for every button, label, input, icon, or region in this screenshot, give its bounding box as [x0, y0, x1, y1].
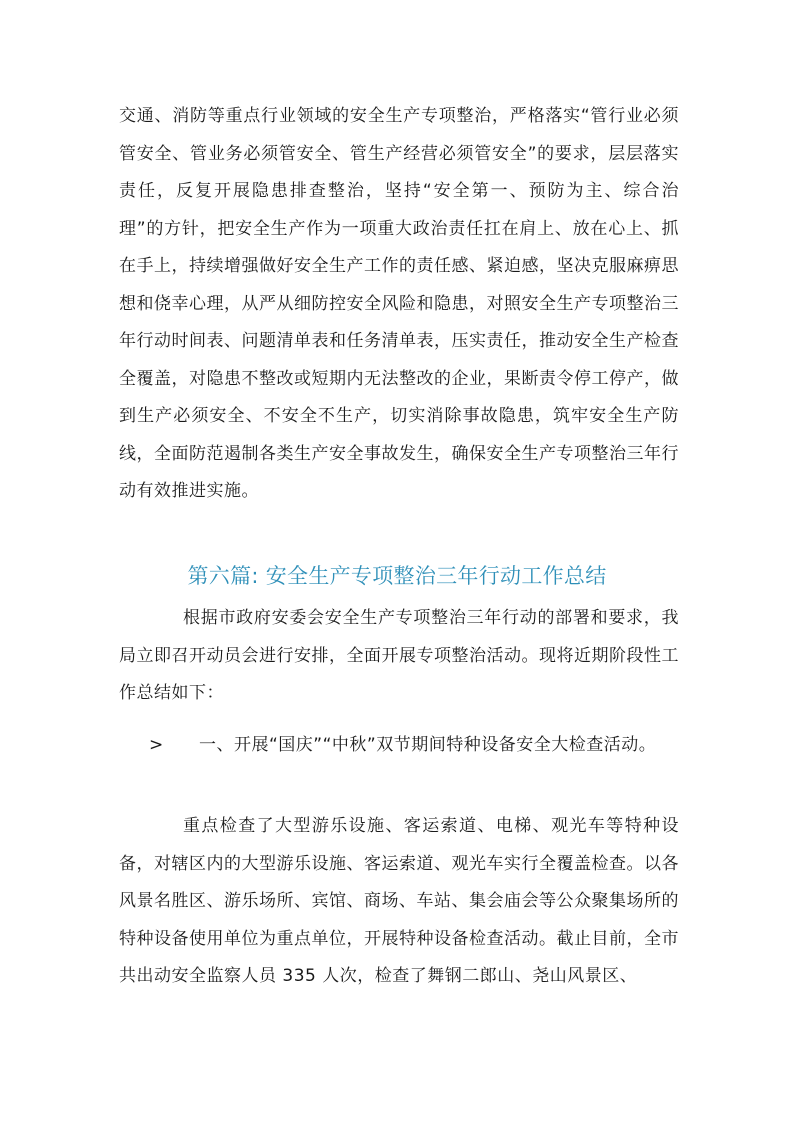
list-item-heading-text: 一、开展“国庆”“中秋”双节期间特种设备安全大检查活动。	[199, 735, 657, 755]
list-item-detail-paragraph: 重点检查了大型游乐设施、客运索道、电梯、观光车等特种设备，对辖区内的大型游乐设施、客运索道、观光车实行全覆盖检查。以各风景名胜区、游乐场所、宾馆、商场、车站、集会庙会等公众聚集场所的特种设备使用单位为重点单位，开展特种设备检查活动。截止目前，全市共出动安全监察人员 335 人次，检查了舞钢二郎山、尧山风景区、	[119, 816, 679, 986]
intro-paragraph: 根据市政府安委会安全生产专项整治三年行动的部署和要求，我局立即召开动员会进行安排，全面开展专项整治活动。现将近期阶段性工作总结如下：	[119, 608, 679, 703]
section-heading: 第六篇: 安全生产专项整治三年行动工作总结	[187, 564, 607, 588]
body-paragraph: 交通、消防等重点行业领域的安全生产专项整治，严格落实“管行业必须管安全、管业务必须管安全、管生产经营必须管安全”的要求，层层落实责任，反复开展隐患排查整治，坚持“安全第一、预防为主、综合治理”的方针，把安全生产作为一项重大政治责任扛在肩上、放在心上、抓在手上，持续增强做好安全生产工作的责任感、紧迫感，坚决克服麻痹思想和侥幸心理，从严从细防控安全风险和隐患，对照安全生产专项整治三年行动时间表、问题清单表和任务清单表，压实责任，推动安全生产检查全覆盖，对隐患不整改或短期内无法整改的企业，果断责令停工停产，做到生产必须安全、不安全不生产，切实消除事故隐患，筑牢安全生产防线，全面防范遏制各类生产安全事故发生，确保安全生产专项整治三年行动有效推进实施。	[119, 106, 679, 501]
list-item-heading	[119, 727, 679, 765]
bullet-marker-icon: >	[149, 735, 164, 755]
